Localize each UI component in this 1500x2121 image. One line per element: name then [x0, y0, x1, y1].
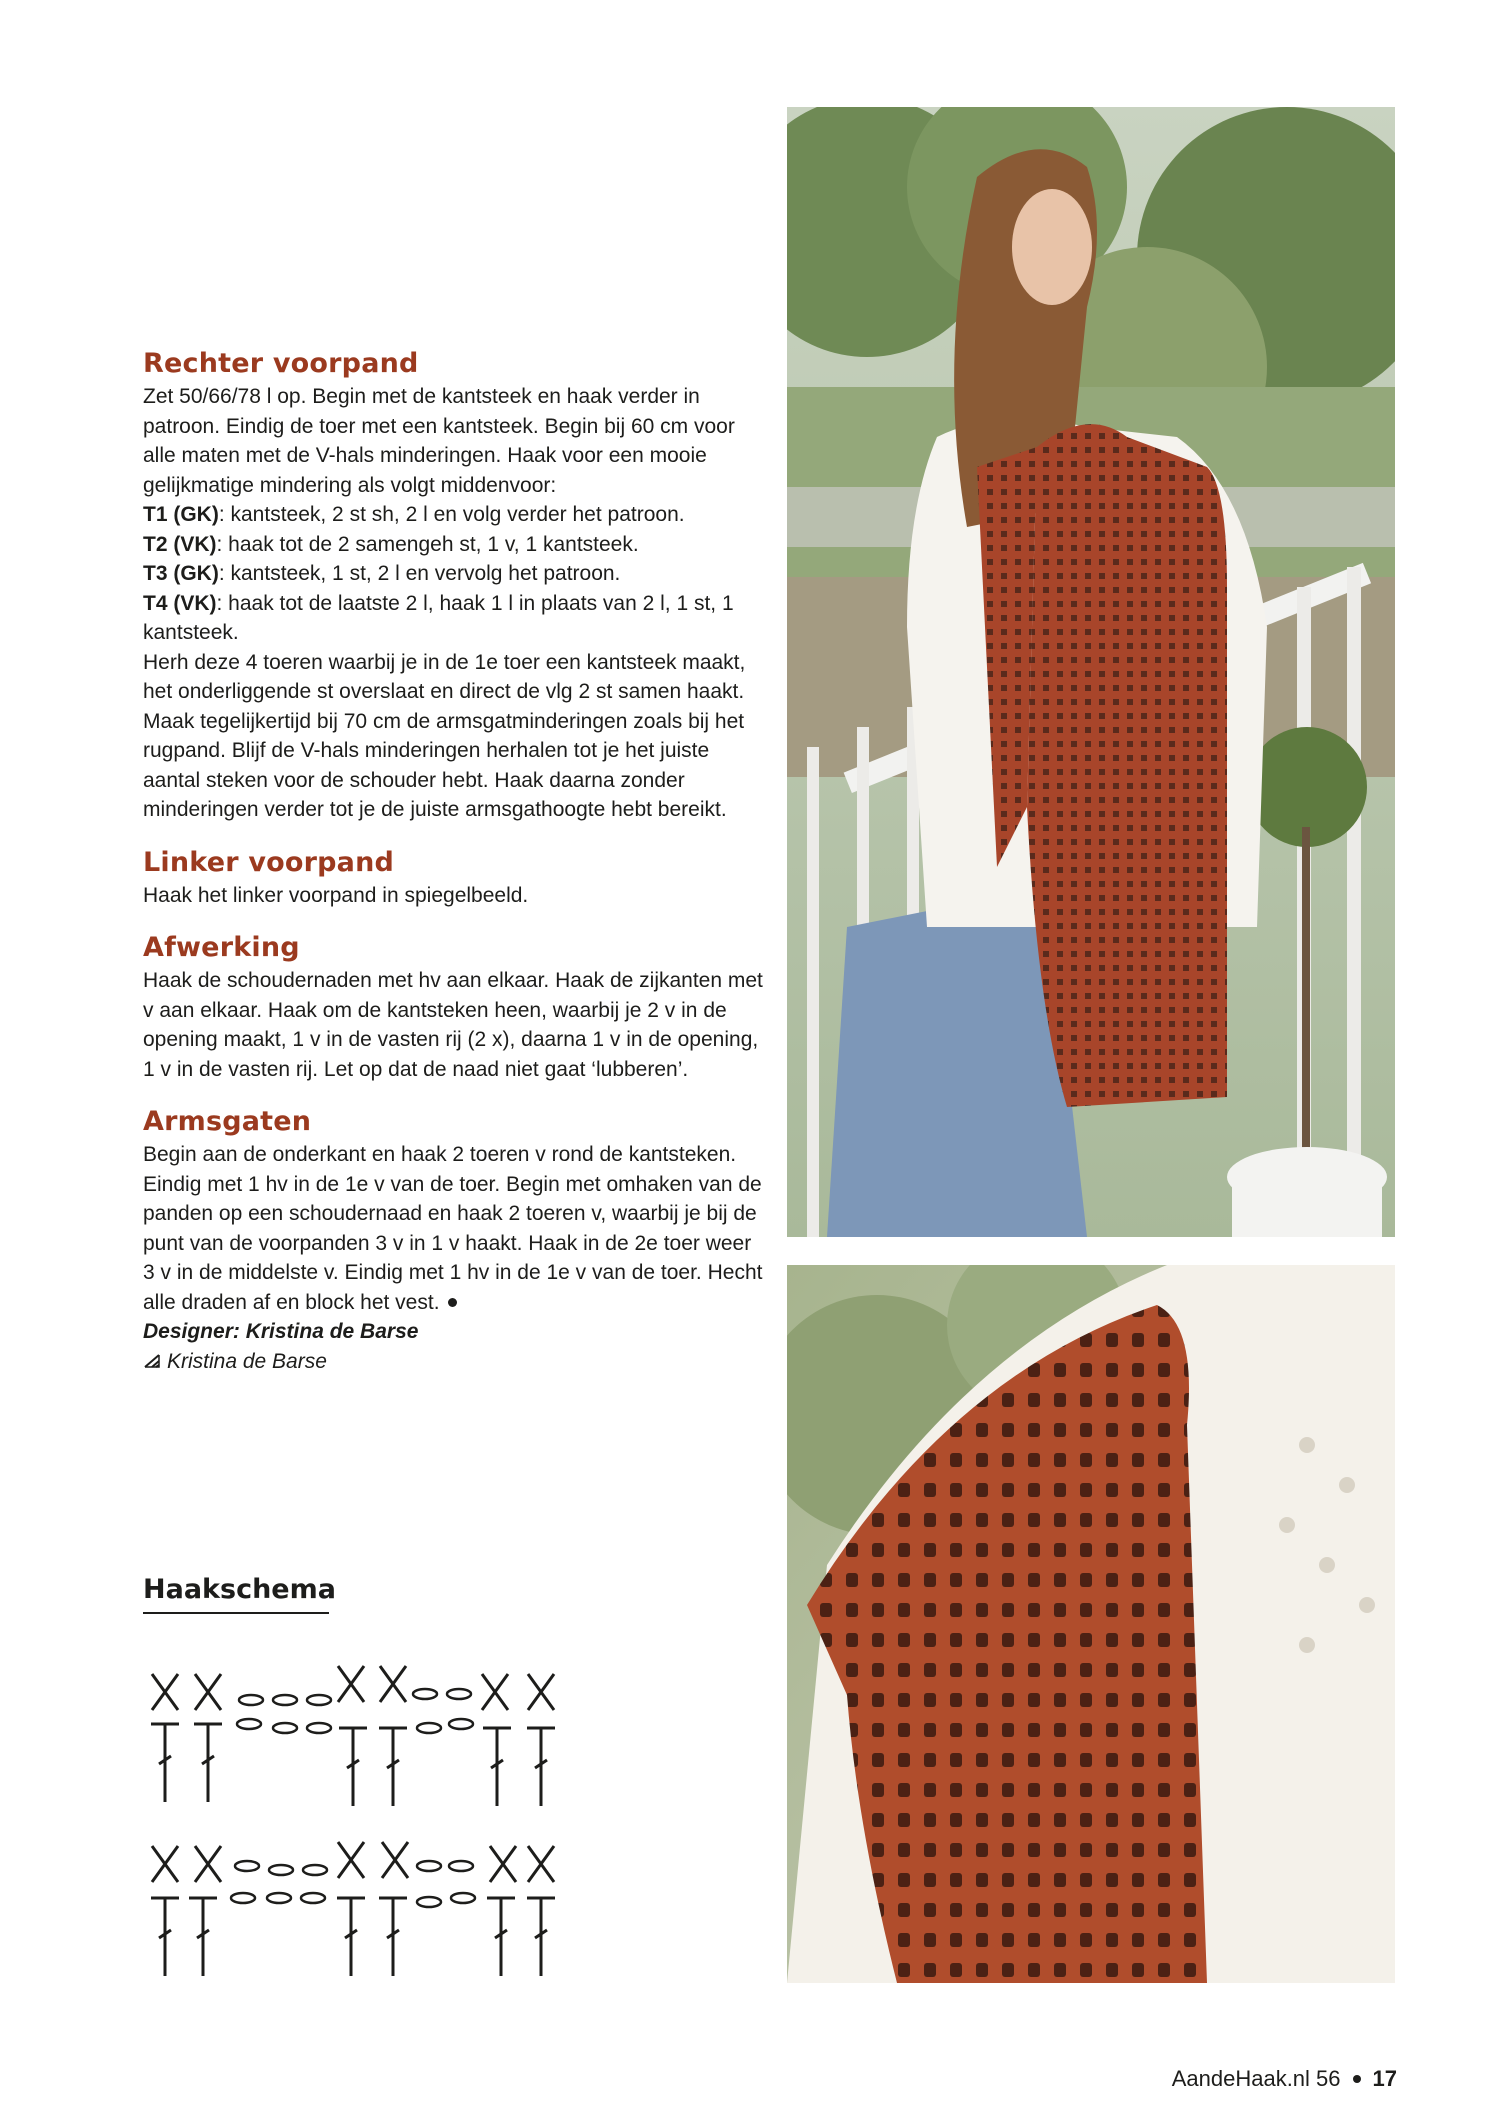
schema-title: Haakschema [143, 1574, 329, 1614]
section-linker-voorpand [143, 847, 763, 911]
heading-armsgaten: Armsgaten [143, 1106, 312, 1137]
chart-row-2 [151, 1719, 555, 1806]
chart-row-3 [152, 1842, 554, 1882]
bullet-end-icon [448, 1298, 457, 1307]
row-t2 [143, 530, 763, 560]
camera-credit-icon [143, 1353, 161, 1369]
row-t2-label: T2 (VK) [143, 532, 217, 556]
heading-linker-voorpand: Linker voorpand [143, 846, 395, 878]
photo-model-balcony [787, 107, 1395, 1237]
text-column [143, 348, 763, 1398]
footer-dot-icon [1353, 2075, 1361, 2083]
row-t3-label: T3 (GK) [143, 562, 219, 585]
photo-vest-closeup [787, 1265, 1395, 1983]
row-t3 [143, 559, 763, 589]
row-t4-label: T4 (VK) [143, 591, 217, 615]
page-footer [1172, 2066, 1397, 2092]
section-afwerking [143, 932, 763, 1084]
row-t3-text: : kantsteek, 1 st, 2 l en vervolg het patroon. [218, 562, 621, 585]
afwerking-text: Haak de schoudernaden met hv aan elkaar. Haak de zijkanten met v aan elkaar. Haak om de kantsteken heen, waarbij je 2 v in de opening maakt, 1 v in de vasten rij (2 x), daarna 1 v in de opening, 1 v in de vasten rij. Let op dat de naad niet gaat ‘lubberen’. [143, 969, 763, 1081]
row-t2-text: : haak tot de 2 samengeh st, 1 v, 1 kantsteek. [216, 532, 639, 556]
armsgaten-text: Begin aan de onderkant en haak 2 toeren v rond de kantsteken. Eindig met 1 hv in de 1e v van de toer. Begin met omhaken van de panden op een schoudernaad en haak 2 toeren v, waarbij je bij de punt van de voorpanden 3 v in 1 v haakt. Haak in de 2e toer weer 3 v in de middelste v. Eindig met 1 hv in de 1e v van de toer. Hecht alle draden af en block het vest. [143, 1143, 763, 1314]
photo-model-balcony-art [787, 107, 1395, 1237]
heading-afwerking: Afwerking [143, 932, 300, 963]
rechter-intro: Zet 50/66/78 l op. Begin met de kantsteek en haak verder in patroon. Eindig de toer met een kantsteek. Begin bij 60 cm voor alle maten met de V-hals minderingen. Haak voor een mooie gelijkmatige mindering als volgt middenvoor: [143, 385, 735, 497]
photo-credit-name: Kristina de Barse [167, 1349, 327, 1373]
armsgaten-text-wrap [143, 1140, 763, 1317]
row-t1-label: T1 (GK) [143, 503, 219, 526]
row-t4-text: : haak tot de laatste 2 l, haak 1 l in plaats van 2 l, 1 st, 1 kantsteek. [143, 591, 734, 644]
page-number: 17 [1372, 2066, 1397, 2091]
photo-vest-closeup-art [787, 1265, 1395, 1983]
footer-site: AandeHaak.nl 56 [1171, 2066, 1341, 2091]
rechter-outro: Herh deze 4 toeren waarbij je in de 1e toer een kantsteek maakt, het onderliggende st overslaat en direct de vlg 2 st samen haakt. Maak tegelijkertijd bij 70 cm de armsgatminderingen zoals bij het rugpand. Blijf de V-hals minderingen herhalen tot je het juiste aantal steken voor de schouder hebt. Haak daarna zonder minderingen verder tot je de juiste armsgathoogte hebt bereikt. [143, 650, 746, 821]
photo-credit [143, 1347, 763, 1377]
row-t4 [143, 589, 763, 648]
heading-rechter-voorpand: Rechter voorpand [143, 348, 419, 379]
designer-credit: Designer: Kristina de Barse [143, 1320, 419, 1343]
section-rechter-voorpand [143, 348, 763, 825]
row-t1-text: : kantsteek, 2 st sh, 2 l en volg verder het patroon. [218, 503, 685, 526]
section-armsgaten [143, 1106, 763, 1376]
crochet-chart [143, 1654, 583, 1994]
chart-row-4 [151, 1893, 555, 1976]
chart-row-1 [152, 1666, 554, 1710]
linker-text: Haak het linker voorpand in spiegelbeeld. [143, 883, 529, 907]
row-t1 [143, 500, 763, 530]
